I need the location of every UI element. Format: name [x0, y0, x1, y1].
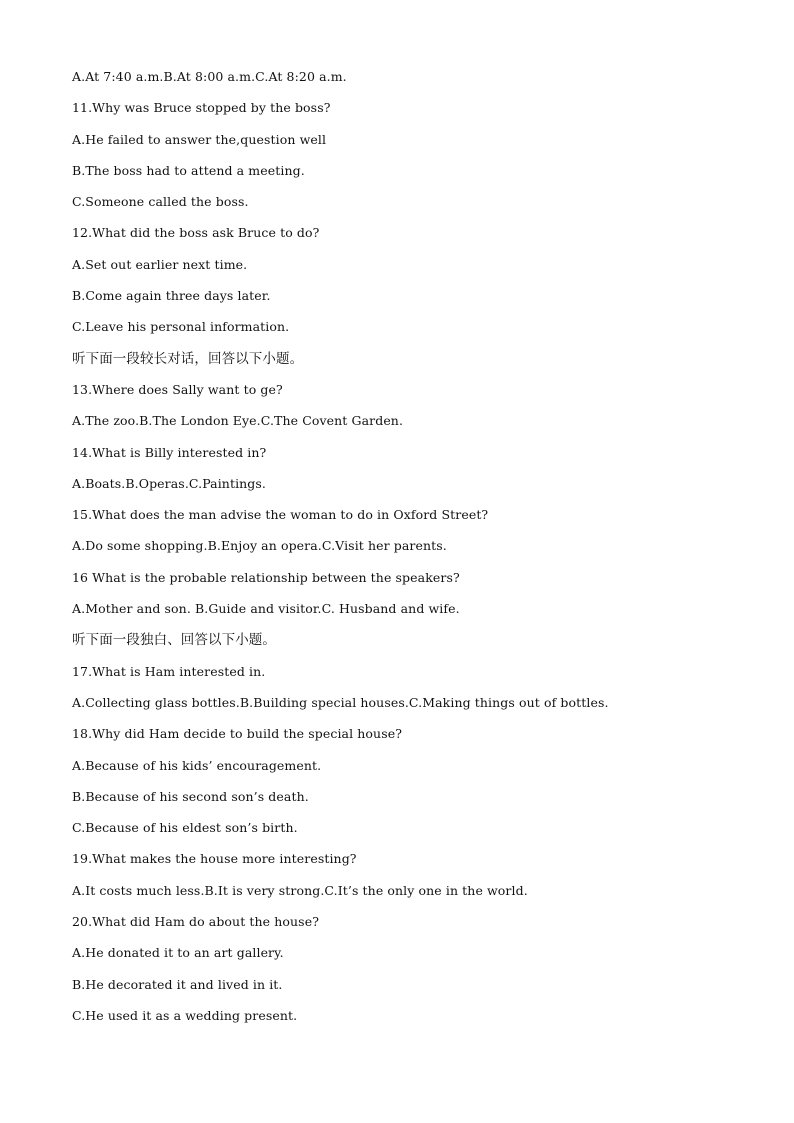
- document-page: [72, 66, 732, 1036]
- question-18: 18.Why did Ham decide to build the special house?: [72, 726, 403, 742]
- question-16: 16 What is the probable relationship between the speakers?: [72, 569, 460, 585]
- answer-option-line: C.He used it as a wedding present.: [72, 1007, 298, 1023]
- question-17: 17.What is Ham interested in.: [72, 663, 266, 679]
- section-heading-dialogue: 听下面一段较长对话，回答以下小题。: [72, 350, 304, 367]
- answer-option-line: A.He donated it to an art gallery.: [72, 945, 284, 961]
- question-14: 14.What is Billy interested in?: [72, 444, 267, 460]
- question-15: 15.What does the man advise the woman to do in Oxford Street?: [72, 507, 489, 523]
- answer-option-line: B.Because of his second son’s death.: [72, 788, 309, 804]
- question-13: 13.Where does Sally want to ge?: [72, 381, 283, 397]
- answer-option-line: A.Mother and son. B.Guide and visitor.C. Husband and wife.: [72, 601, 460, 617]
- question-12: 12.What did the boss ask Bruce to do?: [72, 225, 320, 241]
- answer-option-line: C.Because of his eldest son’s birth.: [72, 820, 298, 836]
- answer-option-line: B.He decorated it and lived in it.: [72, 976, 283, 992]
- answer-option-line: A.It costs much less.B.It is very strong.C.It’s the only one in the world.: [72, 882, 528, 898]
- answer-option-line: B.Come again three days later.: [72, 288, 271, 304]
- answer-option-line: A.At 7:40 a.m.B.At 8:00 a.m.C.At 8:20 a.m.: [72, 69, 347, 84]
- answer-option-line: A.Because of his kids’ encouragement.: [72, 757, 322, 773]
- answer-option-line: A.He failed to answer the,question well: [72, 131, 327, 147]
- answer-option-line: C.Leave his personal information.: [72, 319, 290, 335]
- answer-option-line: A.Do some shopping.B.Enjoy an opera.C.Visit her parents.: [72, 538, 447, 554]
- answer-option-line: A.The zoo.B.The London Eye.C.The Covent Garden.: [72, 413, 404, 429]
- answer-option-line: C.Someone called the boss.: [72, 194, 249, 210]
- question-20: 20.What did Ham do about the house?: [72, 914, 319, 930]
- answer-option-line: A.Set out earlier next time.: [72, 256, 248, 272]
- answer-option-line: B.The boss had to attend a meeting.: [72, 162, 305, 178]
- section-heading-monologue: 听下面一段独白、回答以下小题。: [72, 632, 276, 649]
- answer-option-line: A.Collecting glass bottles.B.Building special houses.C.Making things out of bottles.: [72, 694, 609, 710]
- answer-option-line: A.Boats.B.Operas.C.Paintings.: [72, 475, 267, 491]
- question-11: 11.Why was Bruce stopped by the boss?: [72, 100, 331, 116]
- question-19: 19.What makes the house more interesting?: [72, 851, 357, 867]
